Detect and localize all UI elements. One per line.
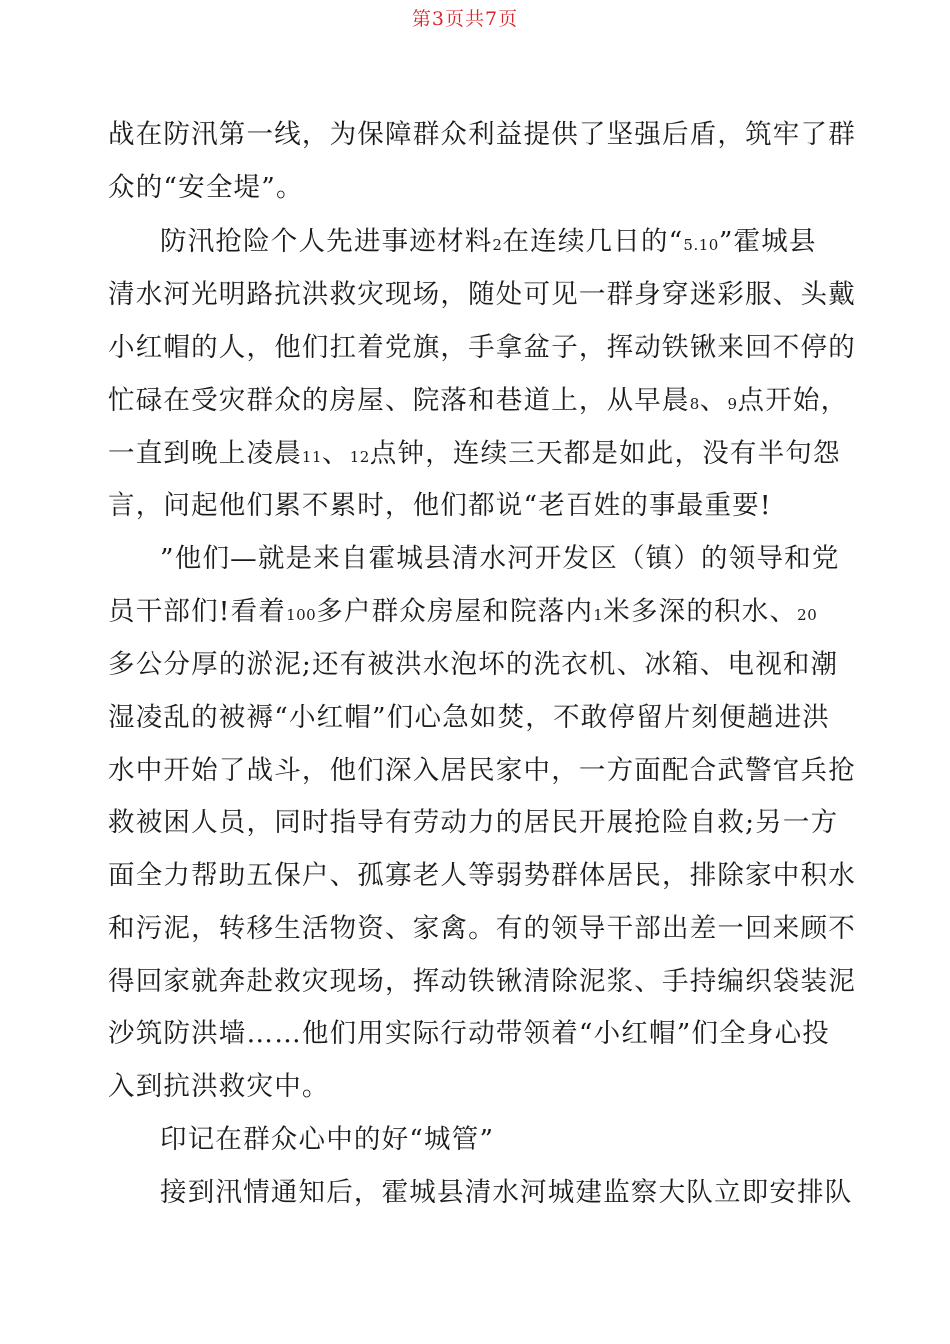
inline-number: 9 (727, 395, 738, 413)
inline-number: 1 (593, 606, 604, 624)
body-line: 员干部们!看着100多户群众房屋和院落内1米多深的积水、20 (108, 596, 818, 627)
body-line: 清水河光明路抗洪救灾现场，随处可见一群身穿迷彩服、头戴 (108, 279, 856, 310)
inline-number: 8 (689, 395, 700, 413)
body-line: 入到抗洪救灾中。 (108, 1071, 330, 1102)
inline-number: 12 (349, 448, 370, 466)
body-line: 小红帽的人，他们扛着党旗，手拿盆子，挥动铁锹来回不停的 (108, 332, 856, 363)
body-line: 战在防汛第一线，为保障群众利益提供了坚强后盾，筑牢了群 (108, 119, 856, 150)
section-heading: 印记在群众心中的好“城管” (160, 1124, 495, 1155)
inline-number: 20 (797, 606, 818, 624)
body-line: 水中开始了战斗，他们深入居民家中，一方面配合武警官兵抢 (108, 755, 856, 786)
body-line: ”他们—就是来自霍城县清水河开发区（镇）的领导和党 (160, 543, 840, 574)
inline-number: 5.10 (683, 236, 719, 254)
body-line: 和污泥，转移生活物资、家禽。有的领导干部出差一回来顾不 (108, 913, 856, 944)
body-line: 湿凌乱的被褥“小红帽”们心急如焚，不敢停留片刻便趟进洪 (108, 702, 830, 733)
body-line: 面全力帮助五保户、孤寡老人等弱势群体居民，排除家中积水 (108, 860, 856, 891)
inline-number: 11 (301, 448, 322, 466)
body-line: 得回家就奔赴救灾现场，挥动铁锹清除泥浆、手持编织袋装泥 (108, 966, 856, 997)
body-line: 忙碌在受灾群众的房屋、院落和巷道上，从早晨8、9点开始， (108, 385, 849, 416)
body-line: 救被困人员，同时指导有劳动力的居民开展抢险自救;另一方 (108, 807, 839, 838)
body-line: 沙筑防洪墙……他们用实际行动带领着“小红帽”们全身心投 (108, 1018, 830, 1049)
body-line: 接到汛情通知后，霍城县清水河城建监察大队立即安排队 (160, 1177, 853, 1208)
inline-number: 2 (492, 236, 503, 254)
body-line: 多公分厚的淤泥;还有被洪水泡坏的洗衣机、冰箱、电视和潮 (108, 649, 839, 680)
inline-number: 100 (286, 606, 317, 624)
body-line: 防汛抢险个人先进事迹材料2在连续几日的“5.10”霍城县 (160, 226, 817, 257)
body-line: 众的“安全堤”。 (108, 172, 304, 203)
body-line: 一直到晚上凌晨11、12点钟，连续三天都是如此，没有半句怨 (108, 438, 841, 469)
body-line: 言，问起他们累不累时，他们都说“老百姓的事最重要! (108, 490, 772, 521)
page-indicator: 第3页共7页 (411, 8, 519, 30)
